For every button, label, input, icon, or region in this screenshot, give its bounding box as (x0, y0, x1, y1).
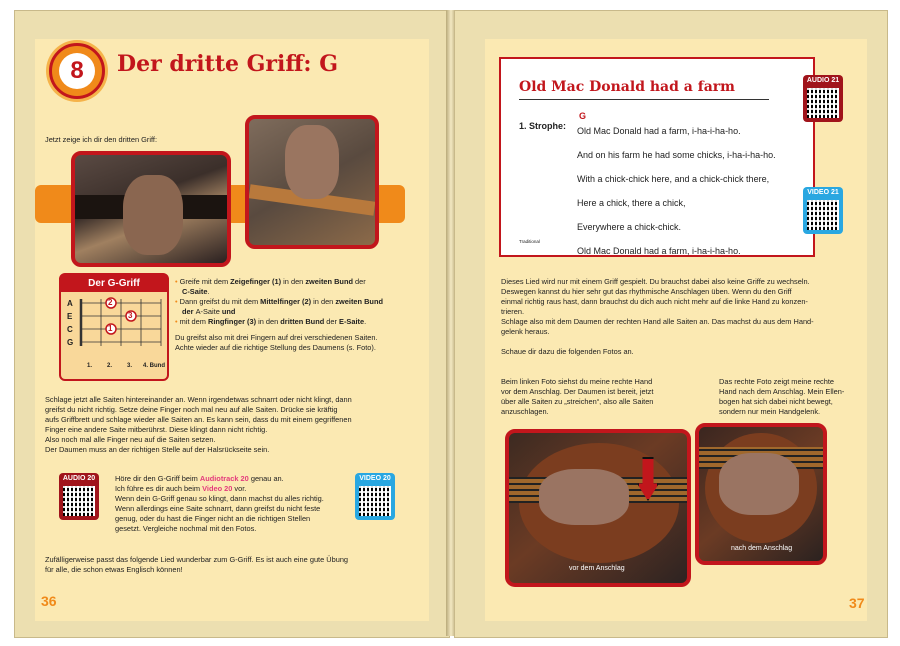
media-line: gesetzt. Vergleiche nochmal mit den Fotos. (115, 524, 257, 533)
bullet-2: • Dann greifst du mit dem Mittelfinger (2) in den zweiten Bund der A-Saite und (175, 297, 383, 316)
lyrics (577, 119, 776, 263)
paragraph-line: aufs Griffbrett und schlage wieder alle Saiten an. Es kann sein, dass du mit einem gegriffenen (45, 415, 352, 424)
song-credit: Traditional (519, 239, 540, 244)
lyric-line: Old Mac Donald had a farm, i-ha-i-ha-ho. (577, 126, 741, 136)
practice-paragraph (45, 395, 425, 455)
paragraph-line: Der Daumen muss an der richtigen Stelle auf der Halsrückseite sein. (45, 445, 270, 454)
caption-line: Beim linken Foto siehst du meine rechte Hand (501, 377, 653, 386)
qr-code-icon (807, 200, 839, 230)
string-label-g: G (67, 338, 74, 347)
paragraph-line: einmal richtig raus hast, dann brauchst du dich auch nicht mehr auf die linke Hand zu konzen- (501, 297, 808, 306)
page-number-left: 36 (41, 593, 57, 609)
audiotrack-link[interactable]: Audiotrack 20 (199, 474, 249, 483)
page-number-right: 37 (849, 595, 865, 611)
bullet-3: • mit dem Ringfinger (3) in den dritten Bund der E-Saite. (175, 317, 367, 326)
photo-label-after: nach dem Anschlag (731, 545, 793, 552)
audio-20-qr-badge[interactable] (59, 473, 99, 520)
finger-number-1: 1 (108, 324, 113, 333)
caption-line: vor dem Anschlag. Der Daumen ist bereit, jetzt (501, 387, 654, 396)
left-photo-caption (501, 377, 711, 417)
verse-label: 1. Strophe: (519, 121, 567, 131)
closing-paragraph (45, 555, 425, 575)
media-line-2: Ich führe es dir auch beim Video 20 vor. (115, 484, 247, 493)
intro-text: Jetzt zeige ich dir den dritten Griff: (45, 135, 158, 144)
lyric-line: And on his farm he had some chicks, i-ha-i-ha-ho. (577, 150, 776, 160)
hand-graphic (719, 453, 799, 515)
before-strum-photo (505, 429, 691, 587)
left-page (14, 10, 450, 638)
audio-badge-label: AUDIO 21 (806, 77, 840, 84)
paragraph-line: Finger eine andere Saite mitberührst. Diese klingt dann nicht richtig. (45, 425, 268, 434)
lyric-line: Everywhere a chick-chick. (577, 222, 682, 232)
note-line-1: Du greifst also mit drei Fingern auf drei verschiedenen Saiten. (175, 333, 378, 342)
qr-code-icon (63, 486, 95, 516)
caption-line: über alle Saiten zu „streichen“, also alle Saiten (501, 397, 654, 406)
fret-label-2: 2. (107, 363, 113, 369)
finger-number-3: 3 (128, 311, 133, 320)
video-link[interactable]: Video 20 (202, 484, 233, 493)
caption-line: Das rechte Foto zeigt meine rechte (719, 377, 835, 386)
media-line-1: Höre dir den G-Griff beim Audiotrack 20 genau an. (115, 474, 284, 483)
media-line: Wenn dein G-Griff genau so klingt, dann machst du alles richtig. (115, 494, 324, 503)
qr-code-icon (359, 486, 391, 516)
string-label-e: E (67, 312, 73, 321)
instruction-bullets (175, 277, 415, 353)
paragraph-line: greifst du nicht richtig. Setze deine Finger noch mal neu auf alle Saiten. Drücke sie kräftig (45, 405, 338, 414)
chapter-number: 8 (59, 53, 95, 89)
chapter-title: Der dritte Griff: G (117, 51, 338, 77)
string-label-c: C (67, 325, 73, 334)
fret-label-3: 3. (127, 363, 133, 369)
paragraph-line: Deswegen kannst du hier sehr gut das rhythmische Anschlagen üben. Wenn du den Griff (501, 287, 792, 296)
song-title-underline (519, 99, 769, 100)
caption-line: anzuschlagen. (501, 407, 549, 416)
hand-graphic (123, 175, 183, 255)
fret-label-1: 1. (87, 363, 93, 369)
string-label-a: A (67, 299, 73, 308)
paragraph-line: gelenk heraus. (501, 327, 550, 336)
photo-label-before: vor dem Anschlag (569, 565, 625, 572)
video-20-qr-badge[interactable] (355, 473, 395, 520)
chapter-header (35, 39, 429, 97)
lyric-line: Old Mac Donald had a farm, i-ha-i-ha-ho. (577, 246, 741, 256)
song-explanation (501, 277, 871, 357)
g-chord-diagram-box (59, 273, 169, 381)
paragraph-line: Schlage also mit dem Daumen der rechten Hand alle Saiten an. Das machst du aus dem Hand- (501, 317, 814, 326)
hand-graphic (539, 469, 629, 525)
video-badge-label: VIDEO 20 (359, 475, 391, 482)
audio-21-qr-badge[interactable] (803, 75, 843, 122)
caption-line: Hand nach dem Anschlag. Mein Ellen- (719, 387, 845, 396)
chapter-number-badge (49, 43, 105, 99)
media-line: genug, oder du hast die Finger nicht an die richtigen Stellen (115, 514, 311, 523)
qr-code-icon (807, 88, 839, 118)
song-title: Old Mac Donald had a farm (519, 79, 735, 95)
lyric-line: Here a chick, there a chick, (577, 198, 686, 208)
finger-number-2: 2 (108, 298, 113, 307)
closing-line: für alle, die schon etwas Englisch können! (45, 565, 183, 574)
caption-line: bogen hat sich dabei nicht bewegt, (719, 397, 833, 406)
song-box (499, 57, 815, 257)
bullet-1: • Greife mit dem Zeigefinger (1) in den zweiten Bund der C-Saite. (175, 277, 366, 296)
paragraph-line: Schlage jetzt alle Saiten hintereinander an. Wenn irgendetwas schnarrt oder nicht klingt, dann (45, 395, 352, 404)
left-hand-chord-photo (71, 151, 231, 267)
chord-box-title: Der G-Griff (61, 275, 167, 292)
note-line-2: Achte wieder auf die richtige Stellung des Daumens (s. Foto). (175, 343, 376, 352)
fret-label-4: 4. Bund (143, 363, 165, 369)
after-strum-photo (695, 423, 827, 565)
right-photo-caption (719, 377, 879, 417)
video-badge-label: VIDEO 21 (807, 189, 839, 196)
video-21-qr-badge[interactable] (803, 187, 843, 234)
thumb-graphic (285, 125, 339, 199)
thumb-position-photo (245, 115, 379, 249)
paragraph-line: trieren. (501, 307, 525, 316)
paragraph-line: Dieses Lied wird nur mit einem Griff gespielt. Du brauchst dabei also keine Griffe zu wechseln. (501, 277, 810, 286)
paragraph-line: Also noch mal alle Finger neu auf die Saiten setzen. (45, 435, 216, 444)
audio-badge-label: AUDIO 20 (62, 475, 96, 482)
media-line: Wenn allerdings eine Saite schnarrt, dann greifst du nicht feste (115, 504, 321, 513)
caption-line: sondern nur mein Handgelenk. (719, 407, 821, 416)
closing-line: Zufälligerweise passt das folgende Lied wunderbar zum G-Griff. Es ist auch eine gute Übung (45, 555, 349, 564)
right-page (454, 10, 888, 638)
lyric-line: With a chick-chick here, and a chick-chick there, (577, 174, 770, 184)
chord-symbol: G (579, 111, 587, 121)
media-instructions (115, 474, 351, 534)
photos-intro: Schaue dir dazu die folgenden Fotos an. (501, 347, 634, 356)
book-spread (14, 10, 888, 636)
